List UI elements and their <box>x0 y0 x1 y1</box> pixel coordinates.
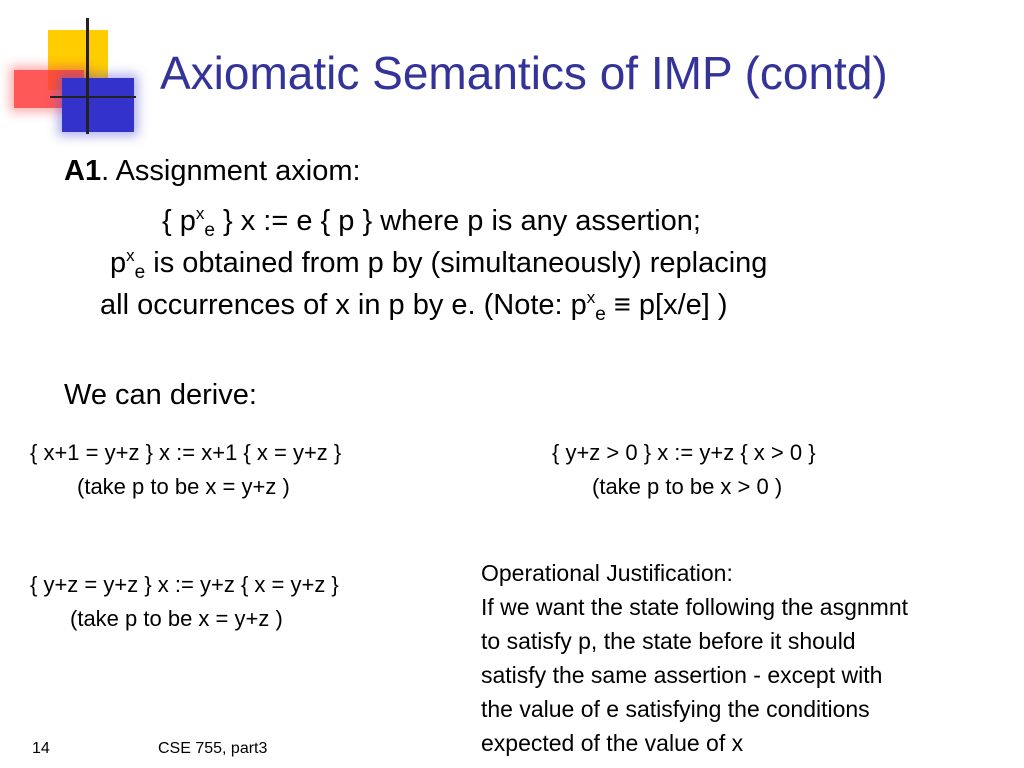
example-3-note: (take p to be x = y+z ) <box>70 606 283 631</box>
axiom-rule-superscript: x <box>195 204 205 223</box>
axiom-line3-superscript: x <box>586 288 596 307</box>
justification-line: satisfy the same assertion - except with <box>481 662 883 688</box>
justification-line: If we want the state following the asgnmnt <box>481 594 909 620</box>
axiom-rule <box>162 204 701 243</box>
operational-justification <box>481 556 908 760</box>
slide-logo <box>0 0 150 150</box>
derive-heading: We can derive: <box>64 379 257 411</box>
axiom-rule-rest: } x := e { p } where p is any assertion; <box>214 205 701 237</box>
justification-line: to satisfy p, the state before it should <box>481 628 856 654</box>
axiom-heading-text: . Assignment axiom: <box>101 155 361 187</box>
justification-heading: Operational Justification: <box>481 560 733 586</box>
logo-blue-square <box>62 78 134 132</box>
axiom-explanation-line-2 <box>100 288 728 327</box>
page-number: 14 <box>32 740 50 757</box>
axiom-rule-open: { p <box>162 205 196 237</box>
footer-course: CSE 755, part3 <box>158 740 268 757</box>
axiom-line2-rest: is obtained from p by (simultaneously) replacing <box>145 247 768 279</box>
axiom-line2-superscript: x <box>126 246 135 265</box>
axiom-label: A1 <box>64 155 102 187</box>
justification-line: the value of e satisfying the conditions <box>481 696 870 722</box>
axiom-explanation-line-1 <box>110 246 767 285</box>
example-1-triple: { x+1 = y+z } x := x+1 { x = y+z } <box>30 440 342 465</box>
logo-vertical-line <box>86 18 89 134</box>
axiom-line3-subscript: e <box>595 304 606 325</box>
example-1-note: (take p to be x = y+z ) <box>77 474 290 499</box>
example-2-note: (take p to be x > 0 ) <box>592 474 783 499</box>
axiom-heading <box>64 154 361 189</box>
example-2-triple: { y+z > 0 } x := y+z { x > 0 } <box>552 440 816 465</box>
justification-line: expected of the value of x <box>481 730 744 756</box>
example-3-triple: { y+z = y+z } x := y+z { x = y+z } <box>30 572 339 597</box>
axiom-rule-subscript: e <box>204 220 215 241</box>
axiom-line3-start: all occurrences of x in p by e. (Note: p <box>100 289 587 321</box>
axiom-line2-p: p <box>110 247 127 279</box>
axiom-line3-rest: ≡ p[x/e] ) <box>605 289 728 321</box>
slide-title: Axiomatic Semantics of IMP (contd) <box>160 47 888 99</box>
logo-horizontal-line <box>50 96 136 98</box>
axiom-line2-subscript: e <box>134 262 146 283</box>
